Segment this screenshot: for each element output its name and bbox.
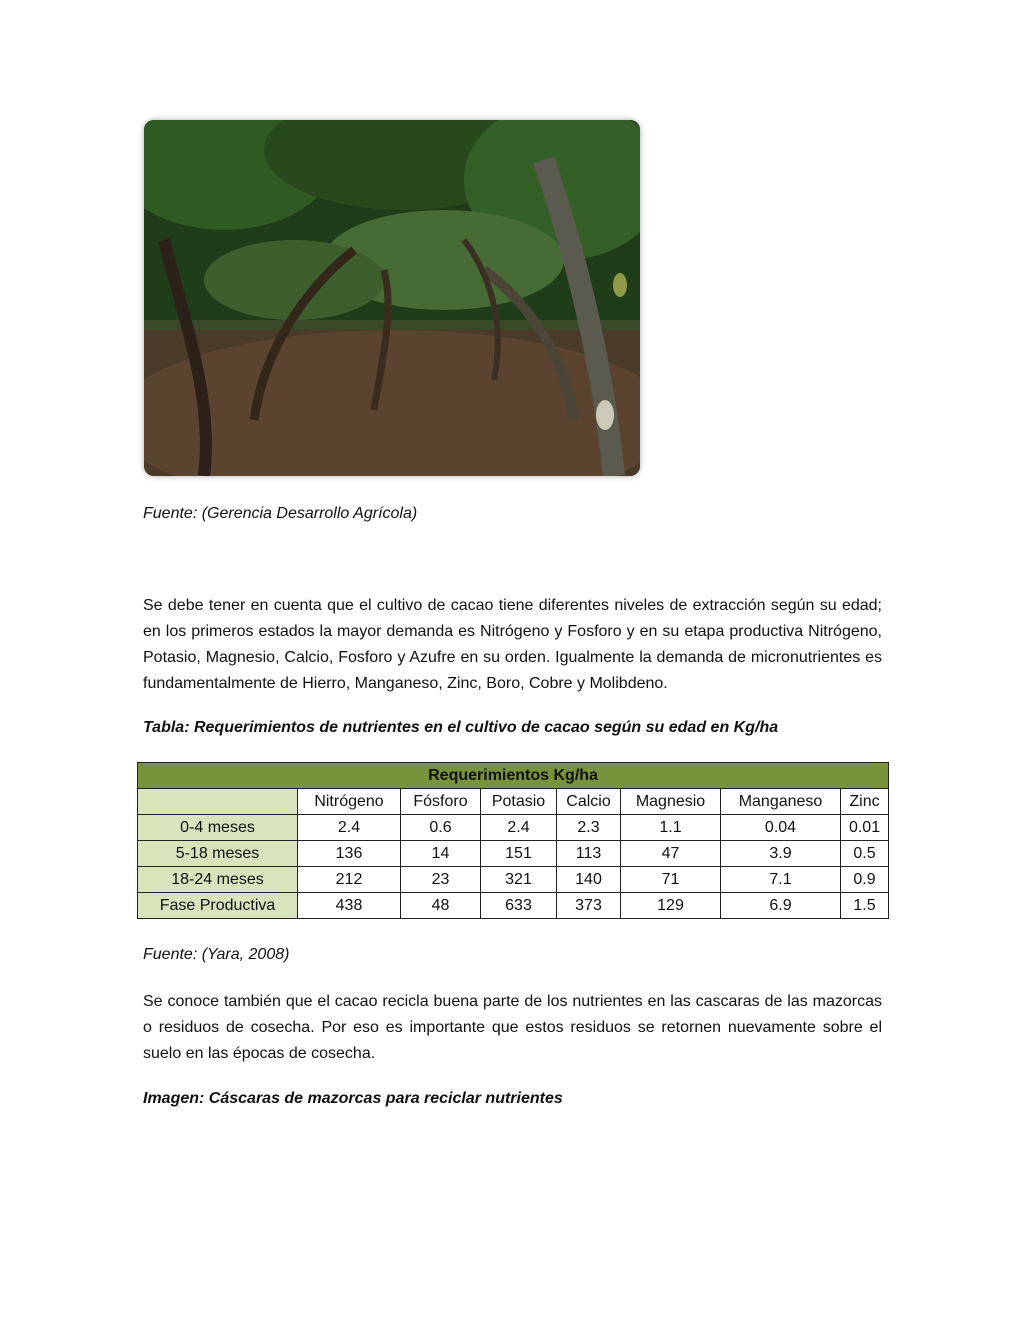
table-cell: 0.01 xyxy=(841,815,889,841)
table-row xyxy=(138,867,889,893)
table-cell: 212 xyxy=(298,867,401,893)
table-cell: 2.3 xyxy=(557,815,621,841)
table-cell: 23 xyxy=(401,867,481,893)
paragraph-nutrient-extraction: Se debe tener en cuenta que el cultivo de cacao tiene diferentes niveles de extracción según su edad; en los primeros estados la mayor demanda es Nitrógeno y Fosforo y en su etapa productiva Nitrógeno, Potasio, Magnesio, Calcio, Fosforo y Azufre en su orden. Igualmente la demanda de micronutrientes es fundamentalmente de Hierro, Manganeso, Zinc, Boro, Cobre y Molibdeno. xyxy=(143,597,882,692)
photo-caption: Fuente: (Gerencia Desarrollo Agrícola) xyxy=(143,505,418,522)
column-header: Calcio xyxy=(557,789,621,815)
image-title: Imagen: Cáscaras de mazorcas para reciclar nutrientes xyxy=(143,1090,563,1107)
cocoa-plantation-photo xyxy=(144,120,640,476)
table-cell: 1.5 xyxy=(841,893,889,919)
table-cell: 2.4 xyxy=(481,815,557,841)
table-row xyxy=(138,893,889,919)
column-header: Zinc xyxy=(841,789,889,815)
table-cell: 71 xyxy=(621,867,721,893)
column-header: Potasio xyxy=(481,789,557,815)
table-row xyxy=(138,841,889,867)
table-cell: 0.04 xyxy=(721,815,841,841)
column-header: Nitrógeno xyxy=(298,789,401,815)
table-header: Requerimientos Kg/ha xyxy=(138,763,889,789)
table-cell: 2.4 xyxy=(298,815,401,841)
table-title: Tabla: Requerimientos de nutrientes en el cultivo de cacao según su edad en Kg/ha xyxy=(143,719,779,736)
table-cell: 0.9 xyxy=(841,867,889,893)
table-cell: 48 xyxy=(401,893,481,919)
row-label: 5-18 meses xyxy=(138,841,298,867)
table-cell: 7.1 xyxy=(721,867,841,893)
table-cell: 438 xyxy=(298,893,401,919)
column-header: Fósforo xyxy=(401,789,481,815)
table-caption: Fuente: (Yara, 2008) xyxy=(143,946,290,963)
table-cell: 6.9 xyxy=(721,893,841,919)
table-cell: 321 xyxy=(481,867,557,893)
table-cell: 0.6 xyxy=(401,815,481,841)
table-cell: 47 xyxy=(621,841,721,867)
table-column-headers xyxy=(138,789,889,815)
row-label: Fase Productiva xyxy=(138,893,298,919)
nutrient-requirements-table xyxy=(137,762,889,919)
row-label: 18-24 meses xyxy=(138,867,298,893)
table-cell: 373 xyxy=(557,893,621,919)
table-corner-cell xyxy=(138,789,298,815)
column-header: Manganeso xyxy=(721,789,841,815)
table-cell: 136 xyxy=(298,841,401,867)
table-cell: 113 xyxy=(557,841,621,867)
table-row xyxy=(138,815,889,841)
table-cell: 633 xyxy=(481,893,557,919)
table-cell: 140 xyxy=(557,867,621,893)
table-cell: 3.9 xyxy=(721,841,841,867)
table-cell: 151 xyxy=(481,841,557,867)
row-label: 0-4 meses xyxy=(138,815,298,841)
table-cell: 14 xyxy=(401,841,481,867)
column-header: Magnesio xyxy=(621,789,721,815)
table-cell: 0.5 xyxy=(841,841,889,867)
paragraph-nutrient-recycling: Se conoce también que el cacao recicla buena parte de los nutrientes en las cascaras de las mazorcas o residuos de cosecha. Por eso es importante que estos residuos se retornen nuevamente sobre el suelo en las épocas de cosecha. xyxy=(143,993,882,1062)
table-cell: 129 xyxy=(621,893,721,919)
table-cell: 1.1 xyxy=(621,815,721,841)
